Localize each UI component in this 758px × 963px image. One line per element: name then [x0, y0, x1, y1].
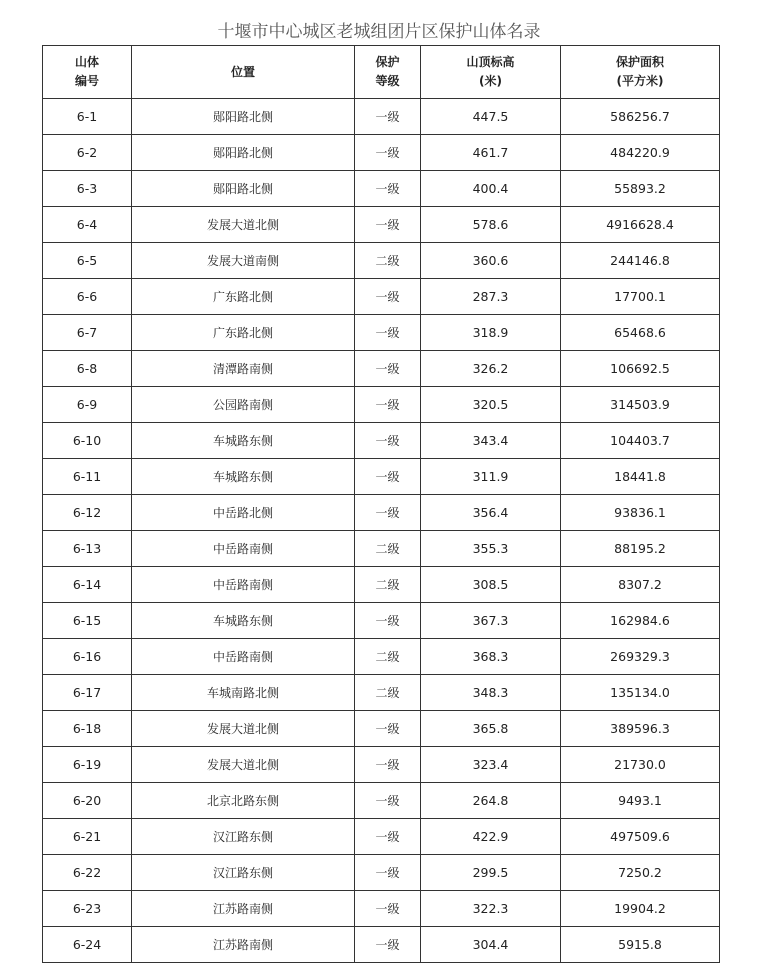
cell-id: 6-15: [43, 603, 132, 639]
cell-id: 6-5: [43, 243, 132, 279]
cell-level: 一级: [355, 927, 421, 963]
cell-location: 公园路南侧: [132, 387, 355, 423]
cell-id: 6-1: [43, 99, 132, 135]
cell-location: 清潭路南侧: [132, 351, 355, 387]
cell-area: 104403.7: [561, 423, 720, 459]
cell-level: 一级: [355, 387, 421, 423]
cell-id: 6-4: [43, 207, 132, 243]
header-id-line: 山体: [74, 55, 99, 69]
table-row: [43, 423, 720, 459]
cell-level: 一级: [355, 603, 421, 639]
cell-level: 一级: [355, 819, 421, 855]
cell-id: 6-22: [43, 855, 132, 891]
cell-location: 中岳路北侧: [132, 495, 355, 531]
header-area-line: (平方米): [616, 74, 664, 88]
table-row: [43, 891, 720, 927]
cell-id: 6-2: [43, 135, 132, 171]
cell-id: 6-7: [43, 315, 132, 351]
cell-level: 一级: [355, 423, 421, 459]
cell-level: 一级: [355, 891, 421, 927]
cell-level: 二级: [355, 567, 421, 603]
cell-level: 一级: [355, 855, 421, 891]
cell-area: 7250.2: [561, 855, 720, 891]
cell-area: 93836.1: [561, 495, 720, 531]
header-location: [132, 46, 355, 99]
cell-level: 一级: [355, 315, 421, 351]
header-row: [43, 46, 720, 99]
cell-area: 497509.6: [561, 819, 720, 855]
header-elevation-line: 山顶标高: [466, 55, 515, 69]
cell-elevation: 311.9: [421, 459, 561, 495]
cell-elevation: 343.4: [421, 423, 561, 459]
cell-level: 二级: [355, 675, 421, 711]
table-row: [43, 351, 720, 387]
cell-location: 郧阳路北侧: [132, 171, 355, 207]
cell-id: 6-19: [43, 747, 132, 783]
cell-id: 6-11: [43, 459, 132, 495]
cell-area: 4916628.4: [561, 207, 720, 243]
cell-id: 6-16: [43, 639, 132, 675]
cell-level: 二级: [355, 531, 421, 567]
header-elevation-line: (米): [479, 74, 502, 88]
header-level-line: 保护: [375, 55, 400, 69]
table-row: [43, 567, 720, 603]
header-level-line: 等级: [375, 74, 400, 88]
cell-elevation: 318.9: [421, 315, 561, 351]
cell-level: 一级: [355, 99, 421, 135]
cell-area: 314503.9: [561, 387, 720, 423]
cell-location: 车城路东侧: [132, 603, 355, 639]
cell-area: 21730.0: [561, 747, 720, 783]
cell-location: 北京北路东侧: [132, 783, 355, 819]
cell-elevation: 299.5: [421, 855, 561, 891]
cell-id: 6-8: [43, 351, 132, 387]
cell-area: 135134.0: [561, 675, 720, 711]
cell-location: 发展大道北侧: [132, 747, 355, 783]
cell-elevation: 356.4: [421, 495, 561, 531]
cell-area: 9493.1: [561, 783, 720, 819]
table-row: [43, 783, 720, 819]
table-row: [43, 243, 720, 279]
cell-area: 18441.8: [561, 459, 720, 495]
table-row: [43, 459, 720, 495]
cell-id: 6-23: [43, 891, 132, 927]
table-row: [43, 927, 720, 963]
cell-level: 一级: [355, 495, 421, 531]
cell-area: 19904.2: [561, 891, 720, 927]
cell-id: 6-21: [43, 819, 132, 855]
cell-elevation: 304.4: [421, 927, 561, 963]
cell-elevation: 287.3: [421, 279, 561, 315]
table-row: [43, 135, 720, 171]
cell-level: 一级: [355, 135, 421, 171]
cell-id: 6-24: [43, 927, 132, 963]
cell-area: 65468.6: [561, 315, 720, 351]
cell-location: 汉江路东侧: [132, 855, 355, 891]
cell-location: 江苏路南侧: [132, 891, 355, 927]
cell-level: 一级: [355, 207, 421, 243]
table-body: [43, 99, 720, 963]
table-row: [43, 855, 720, 891]
cell-level: 一级: [355, 783, 421, 819]
cell-id: 6-12: [43, 495, 132, 531]
cell-elevation: 400.4: [421, 171, 561, 207]
cell-elevation: 323.4: [421, 747, 561, 783]
cell-elevation: 368.3: [421, 639, 561, 675]
cell-elevation: 422.9: [421, 819, 561, 855]
cell-elevation: 320.5: [421, 387, 561, 423]
page-title: 十堰市中心城区老城组团片区保护山体名录: [217, 22, 541, 42]
cell-area: 162984.6: [561, 603, 720, 639]
cell-location: 车城南路北侧: [132, 675, 355, 711]
cell-elevation: 360.6: [421, 243, 561, 279]
table-row: [43, 99, 720, 135]
cell-area: 269329.3: [561, 639, 720, 675]
cell-id: 6-13: [43, 531, 132, 567]
cell-location: 广东路北侧: [132, 315, 355, 351]
table-row: [43, 531, 720, 567]
header-area: [561, 46, 720, 99]
cell-area: 244146.8: [561, 243, 720, 279]
cell-area: 17700.1: [561, 279, 720, 315]
cell-level: 一级: [355, 459, 421, 495]
table-row: [43, 171, 720, 207]
cell-id: 6-20: [43, 783, 132, 819]
table-header: [43, 46, 720, 99]
header-location-line: 位置: [230, 64, 255, 79]
table-row: [43, 711, 720, 747]
cell-location: 郧阳路北侧: [132, 135, 355, 171]
cell-location: 发展大道北侧: [132, 711, 355, 747]
cell-elevation: 578.6: [421, 207, 561, 243]
cell-area: 5915.8: [561, 927, 720, 963]
table-row: [43, 207, 720, 243]
cell-location: 郧阳路北侧: [132, 99, 355, 135]
cell-level: 一级: [355, 711, 421, 747]
cell-id: 6-14: [43, 567, 132, 603]
cell-level: 一级: [355, 279, 421, 315]
header-elevation: [421, 46, 561, 99]
cell-location: 车城路东侧: [132, 423, 355, 459]
cell-level: 一级: [355, 351, 421, 387]
table-row: [43, 675, 720, 711]
table-row: [43, 279, 720, 315]
cell-area: 88195.2: [561, 531, 720, 567]
cell-elevation: 461.7: [421, 135, 561, 171]
header-id-line: 编号: [74, 74, 99, 88]
cell-level: 二级: [355, 243, 421, 279]
table-row: [43, 387, 720, 423]
table-row: [43, 639, 720, 675]
cell-elevation: 326.2: [421, 351, 561, 387]
mountain-protection-table: [42, 45, 720, 963]
table-row: [43, 603, 720, 639]
cell-id: 6-17: [43, 675, 132, 711]
cell-area: 586256.7: [561, 99, 720, 135]
cell-location: 发展大道北侧: [132, 207, 355, 243]
table-row: [43, 747, 720, 783]
cell-location: 广东路北侧: [132, 279, 355, 315]
cell-level: 一级: [355, 171, 421, 207]
cell-location: 发展大道南侧: [132, 243, 355, 279]
cell-level: 二级: [355, 639, 421, 675]
cell-id: 6-10: [43, 423, 132, 459]
cell-location: 中岳路南侧: [132, 639, 355, 675]
cell-elevation: 348.3: [421, 675, 561, 711]
cell-location: 江苏路南侧: [132, 927, 355, 963]
header-level: [355, 46, 421, 99]
header-id: [43, 46, 132, 99]
table-row: [43, 315, 720, 351]
cell-location: 中岳路南侧: [132, 531, 355, 567]
cell-elevation: 308.5: [421, 567, 561, 603]
table-row: [43, 819, 720, 855]
cell-id: 6-6: [43, 279, 132, 315]
header-area-line: 保护面积: [615, 55, 664, 69]
cell-area: 8307.2: [561, 567, 720, 603]
cell-elevation: 365.8: [421, 711, 561, 747]
cell-area: 389596.3: [561, 711, 720, 747]
cell-elevation: 322.3: [421, 891, 561, 927]
cell-location: 中岳路南侧: [132, 567, 355, 603]
cell-elevation: 367.3: [421, 603, 561, 639]
cell-id: 6-3: [43, 171, 132, 207]
cell-location: 车城路东侧: [132, 459, 355, 495]
cell-location: 汉江路东侧: [132, 819, 355, 855]
cell-elevation: 447.5: [421, 99, 561, 135]
cell-area: 106692.5: [561, 351, 720, 387]
cell-level: 一级: [355, 747, 421, 783]
cell-area: 55893.2: [561, 171, 720, 207]
cell-id: 6-9: [43, 387, 132, 423]
cell-area: 484220.9: [561, 135, 720, 171]
table-row: [43, 495, 720, 531]
cell-elevation: 264.8: [421, 783, 561, 819]
cell-elevation: 355.3: [421, 531, 561, 567]
cell-id: 6-18: [43, 711, 132, 747]
